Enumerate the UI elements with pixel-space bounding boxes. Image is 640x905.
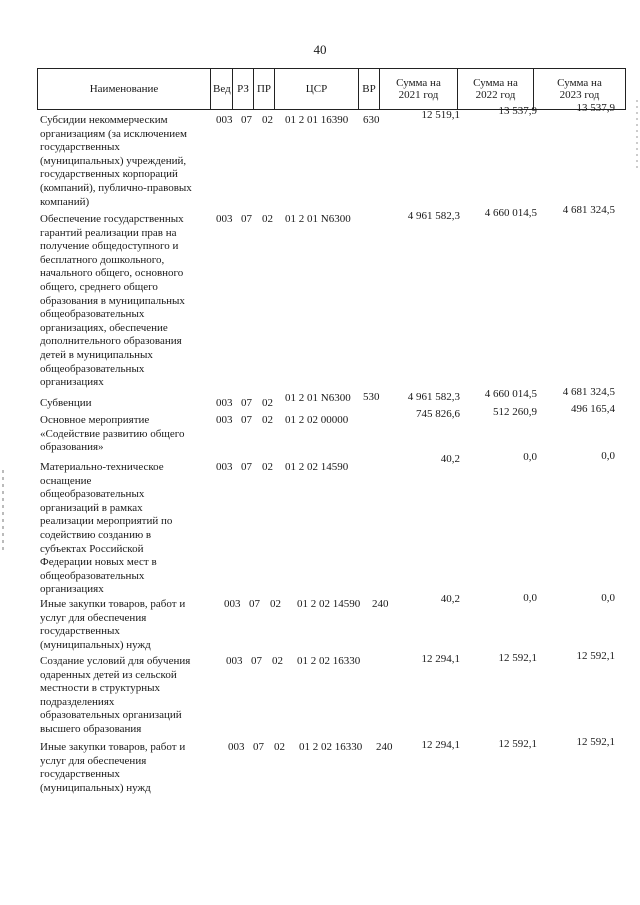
row-rz: 07: [241, 461, 252, 473]
row-name-line: Иные закупки товаров, работ и: [40, 741, 186, 753]
row-rz: 07: [253, 741, 264, 753]
row-sum-2021: 745 826,6: [416, 408, 460, 420]
row-name-line: Обеспечение государственных: [40, 213, 184, 225]
row-pr: 02: [262, 397, 273, 409]
row-name-line: образовательных организаций: [40, 709, 182, 722]
row-name-line: (муниципальных) нужд: [40, 781, 151, 794]
row-sum-2022: 512 260,9: [493, 406, 537, 418]
row-sum-2023: 496 165,4: [571, 403, 615, 415]
row-rz: 07: [241, 414, 252, 426]
row-name-line: государственных: [40, 625, 120, 638]
row-vr: 240: [372, 598, 389, 610]
row-sum-2021: 40,2: [440, 453, 460, 465]
row-sum-2021: 12 294,1: [421, 739, 460, 751]
row-name-line: государственных корпораций: [40, 168, 178, 181]
row-csr: 01 2 02 00000: [285, 414, 349, 426]
row-name-line: организаций в рамках: [40, 501, 143, 514]
header-name: Наименование: [38, 69, 211, 110]
page-number: 40: [313, 42, 327, 57]
row-csr: 01 2 01 N6300: [285, 392, 351, 404]
header-sum-2023-line1: Сумма на: [557, 77, 602, 89]
row-name-line: организациях: [40, 376, 104, 389]
row-name-line: услуг для обеспечения: [40, 754, 147, 767]
row-sum-2022: 12 592,1: [498, 652, 537, 664]
row-sum-2022: 12 592,1: [498, 738, 537, 750]
row-name: [40, 213, 212, 390]
row-name-line: одаренных детей из сельской: [40, 668, 177, 681]
row-rz: 07: [249, 598, 260, 610]
row-name: [40, 461, 212, 597]
row-sum-2023: 4 681 324,5: [562, 204, 615, 216]
row-sum-2023: 12 592,1: [576, 736, 615, 748]
row-name-line: (компаний), публично-правовых: [40, 181, 192, 194]
row-sum-2022: 4 660 014,5: [484, 207, 537, 219]
row-name-line: субъектах Российской: [40, 542, 144, 555]
row-csr: 01 2 02 16330: [297, 655, 361, 667]
row-name-line: бесплатного дошкольного,: [40, 253, 165, 266]
row-name-line: (муниципальных) нужд: [40, 638, 151, 651]
row-pr: 02: [262, 414, 273, 426]
row-name-line: Иные закупки товаров, работ и: [40, 598, 186, 610]
row-name-line: гарантий реализации прав на: [40, 226, 177, 239]
header-vr: ВР: [359, 69, 380, 110]
row-sum-2022: 0,0: [523, 592, 537, 604]
row-name-line: общеобразовательных: [40, 362, 145, 375]
row-ved: 003: [216, 397, 233, 409]
row-name-line: услуг для обеспечения: [40, 611, 147, 624]
header-rz: РЗ: [233, 69, 254, 110]
row-csr: 01 2 01 N6300: [285, 213, 351, 225]
row-name-line: получение общедоступного и: [40, 240, 179, 253]
row-csr: 01 2 01 16390: [285, 114, 349, 126]
scan-edge-mark: [636, 100, 638, 170]
row-name: [40, 397, 212, 411]
row-name: [40, 741, 212, 795]
row-pr: 02: [272, 655, 283, 667]
row-ved: 003: [216, 414, 233, 426]
row-pr: 02: [262, 114, 273, 126]
row-name-line: организациях, обеспечение: [40, 321, 168, 334]
row-ved: 003: [226, 655, 243, 667]
header-csr: ЦСР: [275, 69, 359, 110]
row-sum-2022: 4 660 014,5: [484, 388, 537, 400]
row-name-line: оснащение: [40, 474, 92, 487]
row-name-line: дополнительного образования: [40, 335, 182, 348]
row-sum-2022: 13 537,9: [498, 105, 537, 117]
row-name-line: государственных: [40, 768, 120, 781]
scan-edge-mark: [2, 470, 4, 550]
row-name-line: Основное мероприятие: [40, 414, 150, 426]
row-pr: 02: [262, 461, 273, 473]
row-vr: 240: [376, 741, 393, 753]
row-sum-2022: 0,0: [523, 451, 537, 463]
row-sum-2021: 40,2: [440, 593, 460, 605]
row-name-line: реализации мероприятий по: [40, 515, 173, 528]
header-ved: Вед: [211, 69, 233, 110]
row-sum-2023: 4 681 324,5: [562, 386, 615, 398]
header-sum-2022-line2: 2022 год: [475, 89, 516, 101]
row-name-line: государственных: [40, 141, 120, 154]
row-name-line: содействию созданию в: [40, 528, 152, 541]
header-pr: ПР: [254, 69, 275, 110]
row-name-line: начального общего, основного: [40, 267, 184, 280]
row-name-line: детей в муниципальных: [40, 348, 153, 361]
row-sum-2023: 0,0: [601, 450, 615, 462]
row-rz: 07: [251, 655, 262, 667]
row-name-line: (муниципальных) учреждений,: [40, 154, 187, 167]
row-name: [40, 414, 212, 455]
row-name-line: местности в структурных: [40, 682, 161, 695]
row-name-line: общеобразовательных: [40, 569, 145, 582]
row-sum-2023: 13 537,9: [576, 102, 615, 114]
row-ved: 003: [228, 741, 245, 753]
row-ved: 003: [216, 114, 233, 126]
row-name-line: компаний): [40, 195, 90, 208]
header-sum-2021-line2: 2021 год: [398, 89, 439, 101]
header-sum-2023-line2: 2023 год: [559, 89, 600, 101]
header-sum-2021-line1: Сумма на: [396, 77, 441, 89]
row-ved: 003: [216, 213, 233, 225]
row-csr: 01 2 02 14590: [297, 598, 361, 610]
row-ved: 003: [216, 461, 233, 473]
row-sum-2021: 12 294,1: [421, 653, 460, 665]
row-name-line: подразделениях: [40, 695, 115, 708]
row-name-line: Материально-техническое: [40, 461, 164, 473]
row-name: [40, 598, 212, 652]
row-name-line: Федерации новых мест в: [40, 556, 157, 569]
row-csr: 01 2 02 16330: [299, 741, 363, 753]
row-name-line: общеобразовательных: [40, 308, 145, 321]
row-name: [40, 655, 212, 737]
row-ved: 003: [224, 598, 241, 610]
row-name-line: организациях: [40, 583, 104, 596]
row-name-line: «Содействие развитию общего: [40, 427, 185, 440]
row-name-line: общего, среднего общего: [40, 280, 158, 293]
row-name-line: высшего образования: [40, 722, 142, 735]
row-sum-2023: 12 592,1: [576, 650, 615, 662]
row-name-line: Субвенции: [40, 397, 92, 409]
row-vr: 530: [363, 391, 380, 403]
row-rz: 07: [241, 397, 252, 409]
row-rz: 07: [241, 114, 252, 126]
header-sum-2022-line1: Сумма на: [473, 77, 518, 89]
row-pr: 02: [270, 598, 281, 610]
row-rz: 07: [241, 213, 252, 225]
row-sum-2021: 4 961 582,3: [407, 210, 460, 222]
row-name-line: образования»: [40, 441, 104, 454]
row-name-line: образования в муниципальных: [40, 294, 185, 307]
row-csr: 01 2 02 14590: [285, 461, 349, 473]
row-vr: 630: [363, 114, 380, 126]
row-sum-2021: 12 519,1: [421, 109, 460, 121]
row-pr: 02: [274, 741, 285, 753]
row-sum-2023: 0,0: [601, 592, 615, 604]
row-name-line: Создание условий для обучения: [40, 655, 191, 667]
row-name-line: Субсидии некоммерческим: [40, 114, 168, 126]
row-name-line: организациям (за исключением: [40, 127, 188, 140]
row-name: [40, 114, 212, 209]
row-sum-2021: 4 961 582,3: [407, 391, 460, 403]
row-pr: 02: [262, 213, 273, 225]
row-name-line: общеобразовательных: [40, 488, 145, 501]
